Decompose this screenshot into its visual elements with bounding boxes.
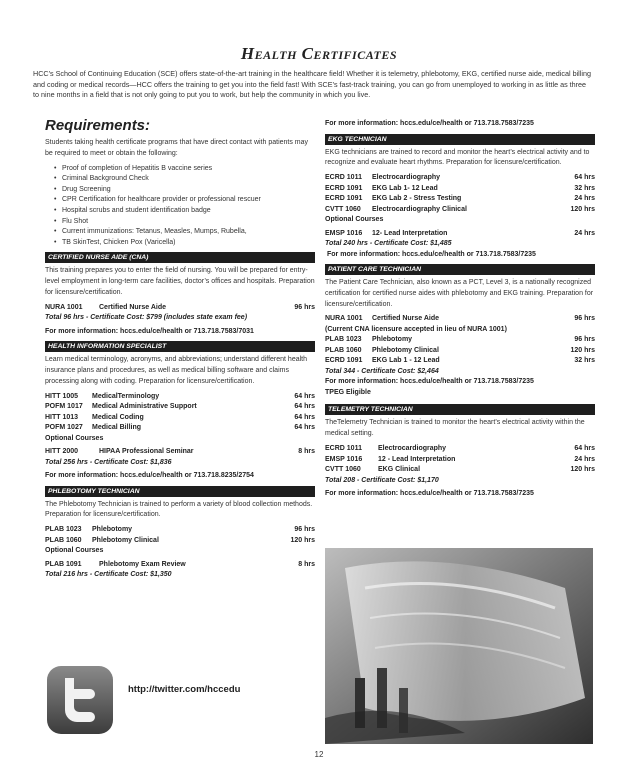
cna-heading: CERTIFIED NURSE AIDE (CNA) [45, 252, 315, 263]
course-row [325, 465, 595, 476]
course-name: Electrocardiography [372, 174, 441, 182]
page-number: 12 [314, 750, 324, 759]
course-code: PLAB 1023 [325, 336, 362, 344]
course-name: Medical Billing [92, 424, 142, 432]
course-row [45, 413, 315, 424]
course-name: HIPAA Professional Seminar [99, 448, 194, 456]
course-name: 12 - Lead Interpretation [378, 455, 456, 463]
pct-heading: PATIENT CARE TECHNICIAN [325, 264, 595, 275]
course-hours: 32 hrs [574, 357, 595, 365]
course-row [325, 356, 595, 367]
ekg-more-info: For more information: hccs.edu/ce/health or 713.718.7583/7235 [327, 250, 536, 258]
course-code: ECRD 1011 [325, 445, 362, 453]
course-row [45, 447, 315, 458]
pct-total: Total 344 - Certificate Cost: $2,464 [325, 367, 439, 375]
him-total: Total 256 hrs - Certificate Cost: $1,836 [45, 458, 172, 466]
cna-description: This training prepares you to enter the field of nursing. You will be prepared for entry-level employment in long-term care facilities, doctor’s offices and hospitals. Preparation for licensure/certification. [45, 267, 315, 296]
course-row [45, 402, 315, 413]
ekg-heading: EKG TECHNICIAN [325, 134, 595, 145]
him-heading: HEALTH INFORMATION SPECIALIST [45, 341, 315, 352]
course-hours: 64 hrs [294, 403, 315, 411]
course-name: EKG Lab 2 - Stress Testing [372, 195, 462, 203]
course-name: Medical Administrative Support [92, 403, 197, 411]
course-name: Electrocardiography Clinical [372, 205, 467, 213]
course-row [45, 525, 315, 536]
course-name: Medical Coding [92, 413, 144, 421]
course-row [325, 346, 595, 357]
course-hours: 120 hrs [570, 466, 595, 474]
course-hours: 64 hrs [294, 413, 315, 421]
course-code: ECRD 1091 [325, 184, 363, 192]
course-row [45, 392, 315, 403]
course-hours: 32 hrs [574, 184, 595, 192]
phleb-description: The Phlebotomy Technician is trained to perform a variety of blood collection methods. Preparation for licensure/certification. [45, 500, 313, 519]
list-item: • CPR Certification for healthcare provider or professional rescuer [54, 195, 315, 206]
course-code: HITT 1005 [45, 392, 79, 400]
list-item: • Flu Shot [54, 217, 315, 228]
course-code: HITT 2000 [45, 448, 79, 456]
course-code: CVTT 1060 [325, 205, 361, 213]
course-code: ECRD 1091 [325, 357, 363, 365]
course-code: PLAB 1060 [325, 346, 362, 354]
course-hours: 64 hrs [294, 424, 315, 432]
course-code: EMSP 1016 [325, 455, 363, 463]
course-row [325, 444, 595, 455]
tele-description: TheTelemetry Technician is trained to monitor the heart’s electrical activity within the medical setting. [325, 419, 585, 438]
tele-total: Total 208 - Certificate Cost: $1,170 [325, 476, 439, 484]
course-name: EKG Lab 1 - 12 Lead [372, 357, 440, 365]
course-row [45, 303, 315, 314]
course-code: NURA 1001 [325, 315, 363, 323]
him-description: Learn medical terminology, acronyms, and abbreviations; understand different health insurance plans and procedures, as well as medical billing software and claims processing along with coding. Preparation for licensure/certification. [45, 356, 308, 385]
course-name: Phlebotomy [372, 336, 413, 344]
course-code: POFM 1027 [45, 424, 83, 432]
course-code: PLAB 1091 [45, 560, 82, 568]
course-code: PLAB 1060 [45, 536, 82, 544]
course-hours: 64 hrs [294, 392, 315, 400]
twitter-t-glyph [47, 666, 113, 734]
cna-more-info: For more information: hccs.edu/ce/health or 713.718.7583/7031 [45, 327, 254, 335]
requirements-heading: Requirements: [45, 117, 151, 134]
cna-total: Total 96 hrs - Certificate Cost: $799 (includes state exam fee) [45, 314, 248, 322]
right-top-more-info: For more information: hccs.edu/ce/health or 713.718.7583/7235 [325, 120, 534, 127]
course-hours: 120 hrs [570, 346, 595, 354]
course-row [325, 335, 595, 346]
course-row [325, 184, 595, 195]
course-hours: 120 hrs [290, 536, 315, 544]
him-more-info: For more information: hccs.edu/ce/health or 713.718.8235/2754 [45, 472, 254, 480]
requirements-text: Students taking health certificate programs that have direct contact with patients may be required to meet or obtain the following: [45, 139, 309, 157]
list-item: • TB SkinTest, Chicken Pox (Varicella) [54, 238, 315, 249]
ekg-total: Total 240 hrs - Certificate Cost: $1,485 [325, 240, 452, 248]
intro-paragraph: HCC’s School of Continuing Education (SCE) offers state-of-the-art training in the healthcare field! Whether it is telemetry, phlebotomy, EKG, certified nurse aide, medical billing and coding or medical records—HCC offers the training to get you into the field fast! With SCE’s fast-track training, you can go from unemployed to working in as little as three to nine months in a field that is not only going to put you to work, but help the community in which you live. [33, 69, 591, 100]
course-hours: 120 hrs [570, 205, 595, 213]
course-row [45, 560, 315, 571]
course-name: Phlebotomy [92, 526, 133, 534]
course-row [45, 536, 315, 547]
course-code: ECRD 1011 [325, 174, 362, 182]
course-row [45, 423, 315, 434]
course-name: MedicalTerminology [92, 392, 160, 400]
left-column [45, 118, 315, 581]
course-name: Phlebotomy Clinical [372, 346, 439, 354]
course-row [325, 194, 595, 205]
optional-label: Optional Courses [325, 216, 384, 224]
course-row [325, 314, 595, 325]
blood-bag-photo [325, 548, 593, 744]
optional-label: Optional Courses [45, 547, 104, 555]
course-row [325, 229, 595, 240]
course-hours: 24 hrs [574, 229, 595, 237]
course-name: Phlebotomy Exam Review [99, 560, 186, 568]
course-name: EKG Clinical [378, 466, 421, 474]
right-column [325, 119, 595, 503]
course-code: POFM 1017 [45, 403, 83, 411]
list-item: • Current immunizations: Tetanus, Measles, Mumps, Rubella, [54, 227, 315, 238]
pct-description: The Patient Care Technician, also known as a PCT, Level 3, is a nationally recognized certification for certified nurse aides with phlebotomy and EKG training. Preparation for licensure/certification. [325, 279, 594, 308]
course-hours: 64 hrs [574, 174, 595, 182]
twitter-logo-icon[interactable] [47, 666, 113, 734]
list-item: • Hospital scrubs and student identification badge [54, 206, 315, 217]
course-hours: 8 hrs [298, 560, 315, 568]
twitter-link[interactable]: http://twitter.com/hccedu [128, 684, 241, 695]
requirements-list [45, 164, 315, 249]
course-code: PLAB 1023 [45, 526, 82, 534]
pct-eligible: TPEG Eligible [325, 388, 371, 396]
list-item: • Proof of completion of Hepatitis B vaccine series [54, 164, 315, 175]
course-hours: 64 hrs [574, 445, 595, 453]
course-hours: 96 hrs [294, 526, 315, 534]
course-hours: 96 hrs [574, 336, 595, 344]
course-code: NURA 1001 [45, 303, 83, 311]
page-title: Health Certificates [240, 44, 398, 63]
course-name: Phlebotomy Clinical [92, 536, 159, 544]
course-name: 12- Lead Interpretation [372, 229, 448, 237]
course-hours: 96 hrs [294, 303, 315, 311]
course-row [325, 455, 595, 466]
phleb-total: Total 216 hrs - Certificate Cost: $1,350 [45, 571, 172, 579]
pct-note: (Current CNA licensure accepted in lieu of NURA 1001) [325, 325, 507, 333]
optional-label: Optional Courses [45, 434, 104, 442]
course-hours: 8 hrs [298, 448, 315, 456]
list-item: • Criminal Background Check [54, 174, 315, 185]
ekg-description: EKG technicians are trained to record and monitor the heart’s electrical activity and to recognize and evaluate heart rhythms. Preparation for licensure/certification. [325, 148, 590, 167]
course-code: CVTT 1060 [325, 466, 361, 474]
course-hours: 24 hrs [574, 195, 595, 203]
course-code: ECRD 1091 [325, 195, 363, 203]
phleb-heading: PHLEBOTOMY TECHNICIAN [45, 486, 315, 497]
course-name: Certified Nurse Aide [372, 315, 440, 323]
list-item: • Drug Screening [54, 185, 315, 196]
course-code: EMSP 1016 [325, 229, 363, 237]
course-hours: 24 hrs [574, 455, 595, 463]
course-code: HITT 1013 [45, 413, 79, 421]
course-name: Electrocardiography [378, 445, 447, 453]
course-hours: 96 hrs [574, 315, 595, 323]
blood-bag-illustration [325, 548, 593, 744]
course-name: Certified Nurse Aide [99, 303, 167, 311]
course-row [325, 173, 595, 184]
course-row [325, 205, 595, 216]
pct-more-info: For more information: hccs.edu/ce/health or 713.718.7583/7235 [325, 378, 534, 386]
course-name: EKG Lab 1- 12 Lead [372, 184, 438, 192]
tele-heading: TELEMETRY TECHNICIAN [325, 404, 595, 415]
tele-more-info: For more information: hccs.edu/ce/health or 713.718.7583/7235 [325, 490, 534, 498]
